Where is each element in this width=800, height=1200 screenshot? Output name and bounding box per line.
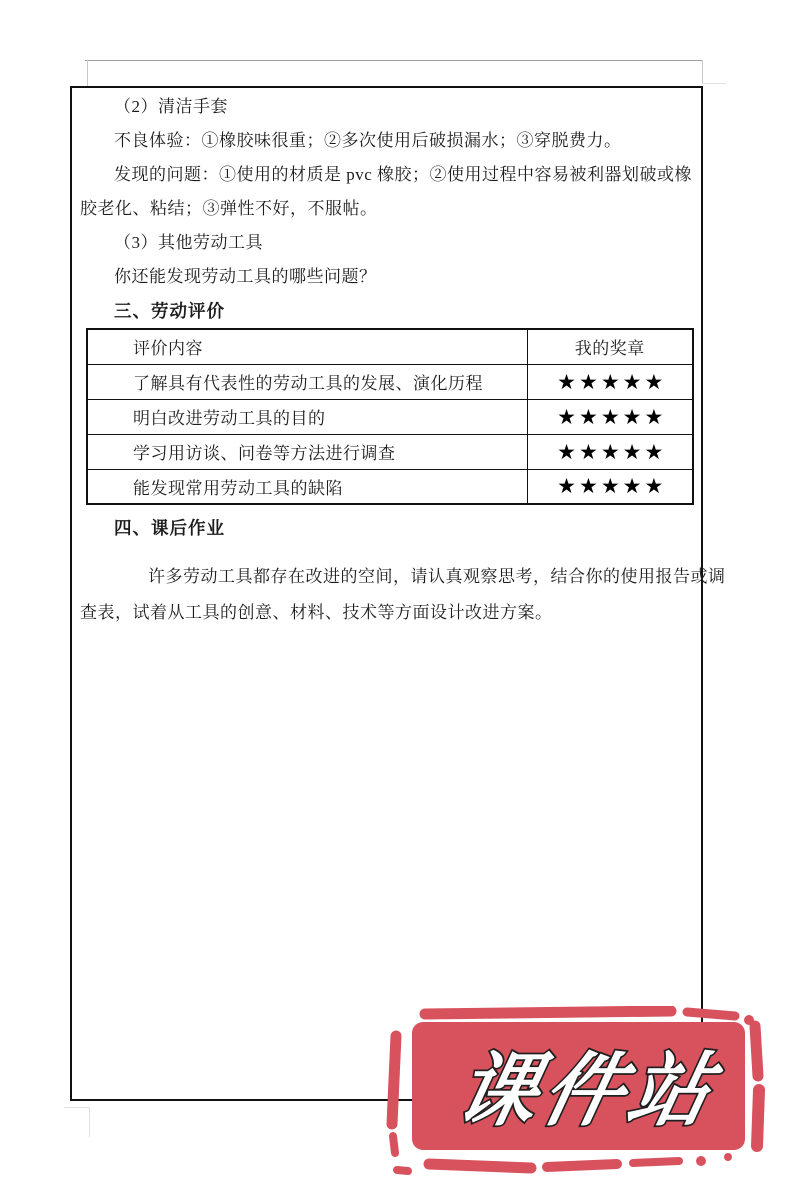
watermark-stamp xyxy=(383,1006,783,1178)
cell-rating xyxy=(527,469,693,504)
paragraph-bad-experience: 不良体验：①橡胶味很重；②多次使用后破损漏水；③穿脱费力。 xyxy=(114,131,622,150)
document-content-frame xyxy=(70,86,726,1101)
homework-line2: 查表，试着从工具的创意、材料、技术等方面设计改进方案。 xyxy=(80,603,553,622)
table-row xyxy=(87,364,693,399)
cell-rating xyxy=(527,434,693,469)
cell-rating xyxy=(527,399,693,434)
cell-rating xyxy=(527,364,693,399)
cell-criterion: 明白改进劳动工具的目的 xyxy=(87,399,527,434)
paragraph-found-problems-line1: 发现的问题：①使用的材质是 pvc 橡胶；②使用过程中容易被利器划破或橡 xyxy=(114,165,693,184)
table-header-row xyxy=(87,329,693,364)
cell-criterion: 了解具有代表性的劳动工具的发展、演化历程 xyxy=(87,364,527,399)
paragraph-cleaning-gloves-title: （2）清洁手套 xyxy=(114,97,228,116)
homework-line1: 许多劳动工具都存在改进的空间，请认真观察思考，结合你的使用报告或调 xyxy=(148,567,726,586)
table-row xyxy=(87,399,693,434)
header-cell-badge: 我的奖章 xyxy=(527,329,693,364)
section-heading-labor-evaluation: 三、劳动评价 xyxy=(114,301,225,321)
table-row xyxy=(87,434,693,469)
page-top-right-tick xyxy=(702,60,703,84)
homework-paragraph xyxy=(80,559,726,631)
paragraph-other-tools-title: （3）其他劳动工具 xyxy=(114,233,263,252)
table-row xyxy=(87,469,693,504)
header-cell-content: 评价内容 xyxy=(87,329,527,364)
page-bottom-margin-mark-v xyxy=(89,1107,90,1137)
page-top-rule xyxy=(85,60,703,61)
page-top-right-rule xyxy=(702,83,726,84)
paragraph-found-problems-line2: 胶老化、粘结；③弹性不好，不服帖。 xyxy=(80,199,378,218)
section-heading-homework: 四、课后作业 xyxy=(114,518,225,538)
evaluation-table xyxy=(86,328,694,505)
stamp-text: 课件站 xyxy=(448,1046,726,1136)
star-rating-icon: ★★★★★ xyxy=(557,369,667,394)
cell-criterion: 能发现常用劳动工具的缺陷 xyxy=(87,469,527,504)
page-top-left-tick xyxy=(87,60,88,86)
cell-criterion: 学习用访谈、问卷等方法进行调查 xyxy=(87,434,527,469)
star-rating-icon: ★★★★★ xyxy=(557,439,667,464)
star-rating-icon: ★★★★★ xyxy=(557,474,667,499)
star-rating-icon: ★★★★★ xyxy=(557,404,667,429)
stamp-graphic xyxy=(383,1006,783,1178)
paragraph-question-prompt: 你还能发现劳动工具的哪些问题？ xyxy=(114,267,377,286)
page-bottom-margin-mark-h xyxy=(64,1107,90,1108)
